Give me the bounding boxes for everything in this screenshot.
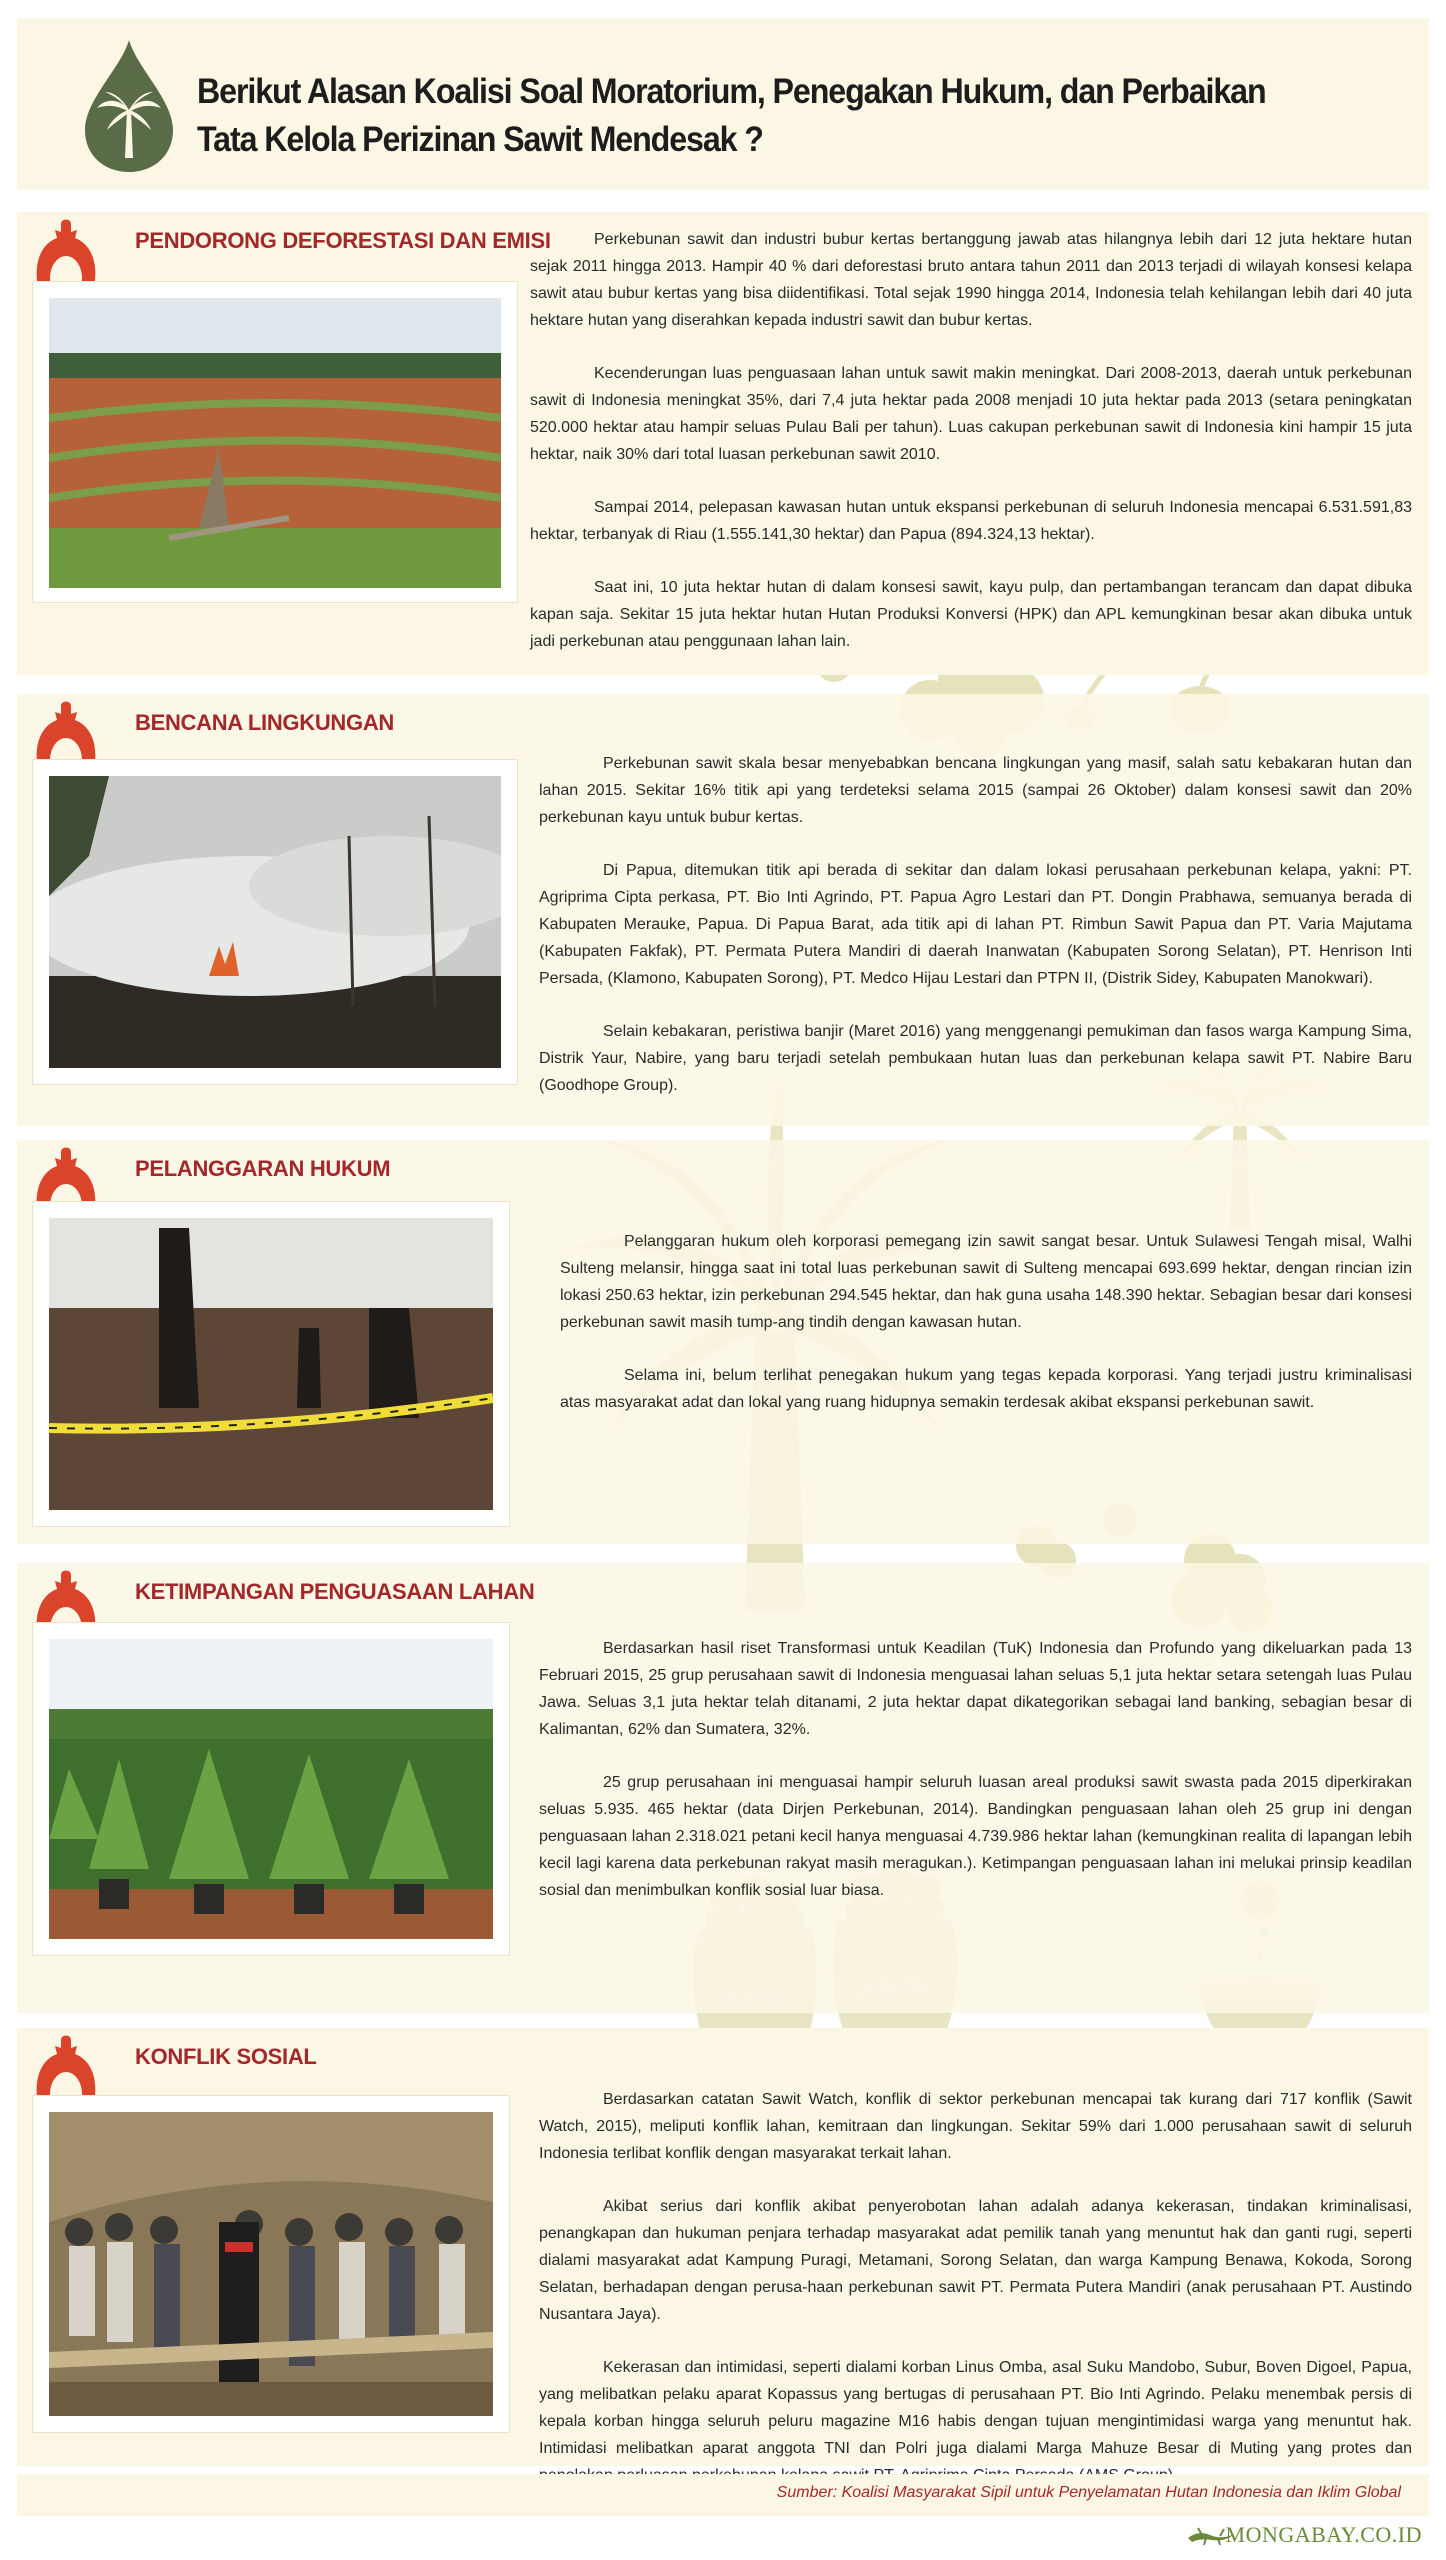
forest-fire-smoke-photo bbox=[33, 760, 517, 1084]
community-conflict-crowd-photo bbox=[33, 2096, 509, 2432]
paragraph: Selama ini, belum terlihat penegakan hukum yang tegas kepada korporasi. Yang terjadi justru kriminalisasi atas masyarakat adat dan lokal yang ruang hidupnya semakin terdesak akibat ekspansi perkebunan sawit. bbox=[560, 1367, 1412, 1411]
page-title: Berikut Alasan Koalisi Soal Moratorium, Penegakan Hukum, dan Perbaikan Tata Kelola Perizinan Sawit Mendesak ? bbox=[197, 72, 1266, 159]
paragraph: Akibat serius dari konflik akibat penyerobotan lahan adalah adanya kekerasan, tindakan kriminalisasi, penangkapan dan hukuman penjara terhadap masyarakat adat pemilik tanah yang menuntut hak dan ganti rugi, seperti dialami masyarakat adat Kampung Puragi, Metamani, Sorong Selatan, dan warga Kampung Benawa, Kokoda, Sorong Selatan, berhadapan dengan perusa-haan perkebunan sawit PT. Permata Putera Mandiri (anak perusahaan PT. Austindo Nusantara Jaya). bbox=[539, 2198, 1412, 2323]
section-pelanggaran bbox=[17, 1140, 1429, 1544]
source-credit: Sumber: Koalisi Masyarakat Sipil untuk Penyelamatan Hutan Indonesia dan Iklim Global bbox=[776, 2484, 1401, 2501]
paragraph: Perkebunan sawit skala besar menyebabkan bencana lingkungan yang masif, salah satu kebakaran hutan dan lahan 2015. Sekitar 16% titik api yang terdeteksi selama 2015 (sampai 26 Oktober) dalam konsesi sawit dan 20% perkebunan kayu untuk bubur kertas. bbox=[539, 755, 1412, 826]
paragraph: Di Papua, ditemukan titik api berada di sekitar dan dalam lokasi perusahaan perkebunan kelapa, yakni: PT. Agriprima Cipta perkasa, PT. Bio Inti Agrindo, PT. Papua Agro Lestari dan PT. Dongin Prabhawa, semuanya berada di Kabupaten Merauke, Papua. Di Papua Barat, ada titik api di lahan PT. Rimbun Sawit Papua dan PT. Varia Majutama (Kabupaten Fakfak), PT. Permata Putera Mandiri di daerah Inanwatan (Kabupaten Sorong Selatan), PT. Henrison Inti Persada, (Klamono, Kabupaten Sorong), PT. Medco Hijau Lestari dan PTPN II, (Distrik Sidey, Kabupaten Manokwari). bbox=[539, 862, 1412, 987]
paragraph: Perkebunan sawit dan industri bubur kertas bertanggung jawab atas hilangnya lebih dari 12 juta hektare hutan sejak 2011 hingga 2013. Hampir 40 % dari deforestasi bruto antara tahun 2011 dan 2013 terjadi di wilayah konsesi kelapa sawit atau bubur kertas yang bisa diidentifikasi. Total sejak 1990 hingga 2014, Indonesia telah kehilangan lebih dari 40 juta hektare hutan yang diserahkan kepada industri sawit dan bubur kertas. bbox=[530, 231, 1412, 329]
section-title: KETIMPANGAN PENGUASAAN LAHAN bbox=[135, 1579, 535, 1604]
section-text bbox=[539, 1635, 1412, 1930]
header-panel bbox=[17, 18, 1429, 190]
section-title: KONFLIK SOSIAL bbox=[135, 2044, 317, 2069]
source-bar bbox=[17, 2474, 1429, 2516]
palm-tree-drop-icon bbox=[81, 38, 177, 174]
section-text bbox=[530, 226, 1412, 681]
section-title: BENCANA LINGKUNGAN bbox=[135, 710, 394, 735]
paragraph: Pelanggaran hukum oleh korporasi pemegang izin sawit sangat besar. Untuk Sulawesi Tengah misal, Walhi Sulteng melansir, hingga saat ini total luas perkebunan sawit di Sulteng mencapai 693.699 hektar, dengan rincian izin lokasi 250.63 hektar, izin perkebunan 294.545 hektar, dan hak guna usaha 148.390 hektar. Sebagian besar dari konsesi perkebunan sawit masih tump-ang tindih dengan kawasan hutan. bbox=[560, 1233, 1412, 1331]
paragraph: Sampai 2014, pelepasan kawasan hutan untuk ekspansi perkebunan di seluruh Indonesia mencapai 6.531.591,83 hektar, terbanyak di Riau (1.555.141,30 hektar) dan Papua (894.324,13 hektar). bbox=[530, 499, 1412, 543]
section-text bbox=[539, 2086, 1412, 2515]
paragraph: Kekerasan dan intimidasi, seperti dialami korban Linus Omba, asal Suku Mandobo, Subur, Boven Digoel, Papua, yang melibatkan pelaku aparat Kopassus yang bertugas di perusahaan PT. Bio Inti Agrindo. Pelaku menembak persis di kepala korban hingga seluruh peluru magazine M16 habis dengan tujuan mengintimidasi warga yang menuntut hak. Intimidasi melibatkan aparat anggota TNI dan Polri juga dialami Marga Mahuze Besar di Muting yang protes dan bbox=[539, 2359, 1412, 2457]
palm-seedling-nursery-photo bbox=[33, 1623, 509, 1955]
paragraph: Saat ini, 10 juta hektar hutan di dalam konsesi sawit, kayu pulp, dan pertambangan terancam dan dapat dibuka kapan saja. Sekitar 15 juta hektar hutan Hutan Produksi Konversi (HPK) dan APL kemungkinan besar akan dibuka untuk jadi perkebunan atau penggunaan lahan lain. bbox=[530, 579, 1412, 650]
section-konflik bbox=[17, 2028, 1429, 2466]
section-ketimpangan bbox=[17, 1563, 1429, 2013]
burned-stumps-police-line-photo bbox=[33, 1202, 509, 1526]
paragraph: 25 grup perusahaan ini menguasai hampir seluruh luasan areal produksi sawit swasta pada 2015 diperkirakan seluas 5.935. 465 hektar (data Dirjen Perkebunan, 2014). Bandingkan penguasaan lahan oleh 25 grup ini dengan penguasaan lahan 2.318.021 petani kecil hanya menguasai 4.739.986 hektar lahan (kemungkinan realita di lapangan lebih kecil lagi karena data perkebunan rakyat masih meragukan.). Ketimpangan penguasaan lahan ini melukai prinsip keadilan sosial dan menimbulkan konflik sosial luar biasa. bbox=[539, 1774, 1412, 1899]
brand-wordmark[interactable]: MONGABAY.CO.ID bbox=[1225, 2522, 1422, 2547]
section-text bbox=[539, 750, 1412, 1125]
section-title: PENDORONG DEFORESTASI DAN EMISI bbox=[135, 228, 551, 253]
paragraph: Berdasarkan catatan Sawit Watch, konflik di sektor perkebunan mencapai tak kurang dari 717 konflik (Sawit Watch, 2015), meliputi konflik lahan, kemitraan dan lingkungan. Sekitar 59% dari 1.000 perusahaan sawit di seluruh Indonesia terlibat konflik dengan masyarakat terkait lahan. bbox=[539, 2091, 1412, 2162]
section-deforestasi bbox=[17, 212, 1429, 675]
paragraph: Kecenderungan luas penguasaan lahan untuk sawit makin meningkat. Dari 2008-2013, daerah untuk perkebunan sawit di Indonesia meningkat 35%, dari 7,4 juta hektar pada 2008 menjadi 10 juta hektar pada 2013 (setara peningkatan 520.000 hektar atau hampir seluas Pulau Bali per tahun). Luas cakupan perkebunan sawit di Indonesia kini hampir 15 juta hektar, naik 30% dari total luasan perkebunan sawit 2010. bbox=[530, 365, 1412, 463]
deforested-land-photo bbox=[33, 282, 517, 602]
section-text bbox=[560, 1228, 1412, 1442]
paragraph: Berdasarkan hasil riset Transformasi untuk Keadilan (TuK) Indonesia dan Profundo yang dikeluarkan pada 13 Februari 2015, 25 grup perusahaan sawit di Indonesia menguasai lahan seluas 5,1 juta hektar setara setengah luas Pulau Jawa. Seluas 3,1 juta hektar telah ditanami, 2 juta hektar dapat dikategorikan sebagai land banking, sebagian besar di Kalimantan, 62% dan Sumatera, 32%. bbox=[539, 1640, 1412, 1738]
section-bencana bbox=[17, 694, 1429, 1126]
paragraph: Selain kebakaran, peristiwa banjir (Maret 2016) yang menggenangi pemukiman dan fasos warga Kampung Sima, Distrik Yaur, Nabire, yang baru terjadi setelah pembukaan hutan luas dan perkebunan kelapa sawit PT. Nabire Baru (Goodhope Group). bbox=[539, 1023, 1412, 1094]
section-title: PELANGGARAN HUKUM bbox=[135, 1156, 391, 1181]
